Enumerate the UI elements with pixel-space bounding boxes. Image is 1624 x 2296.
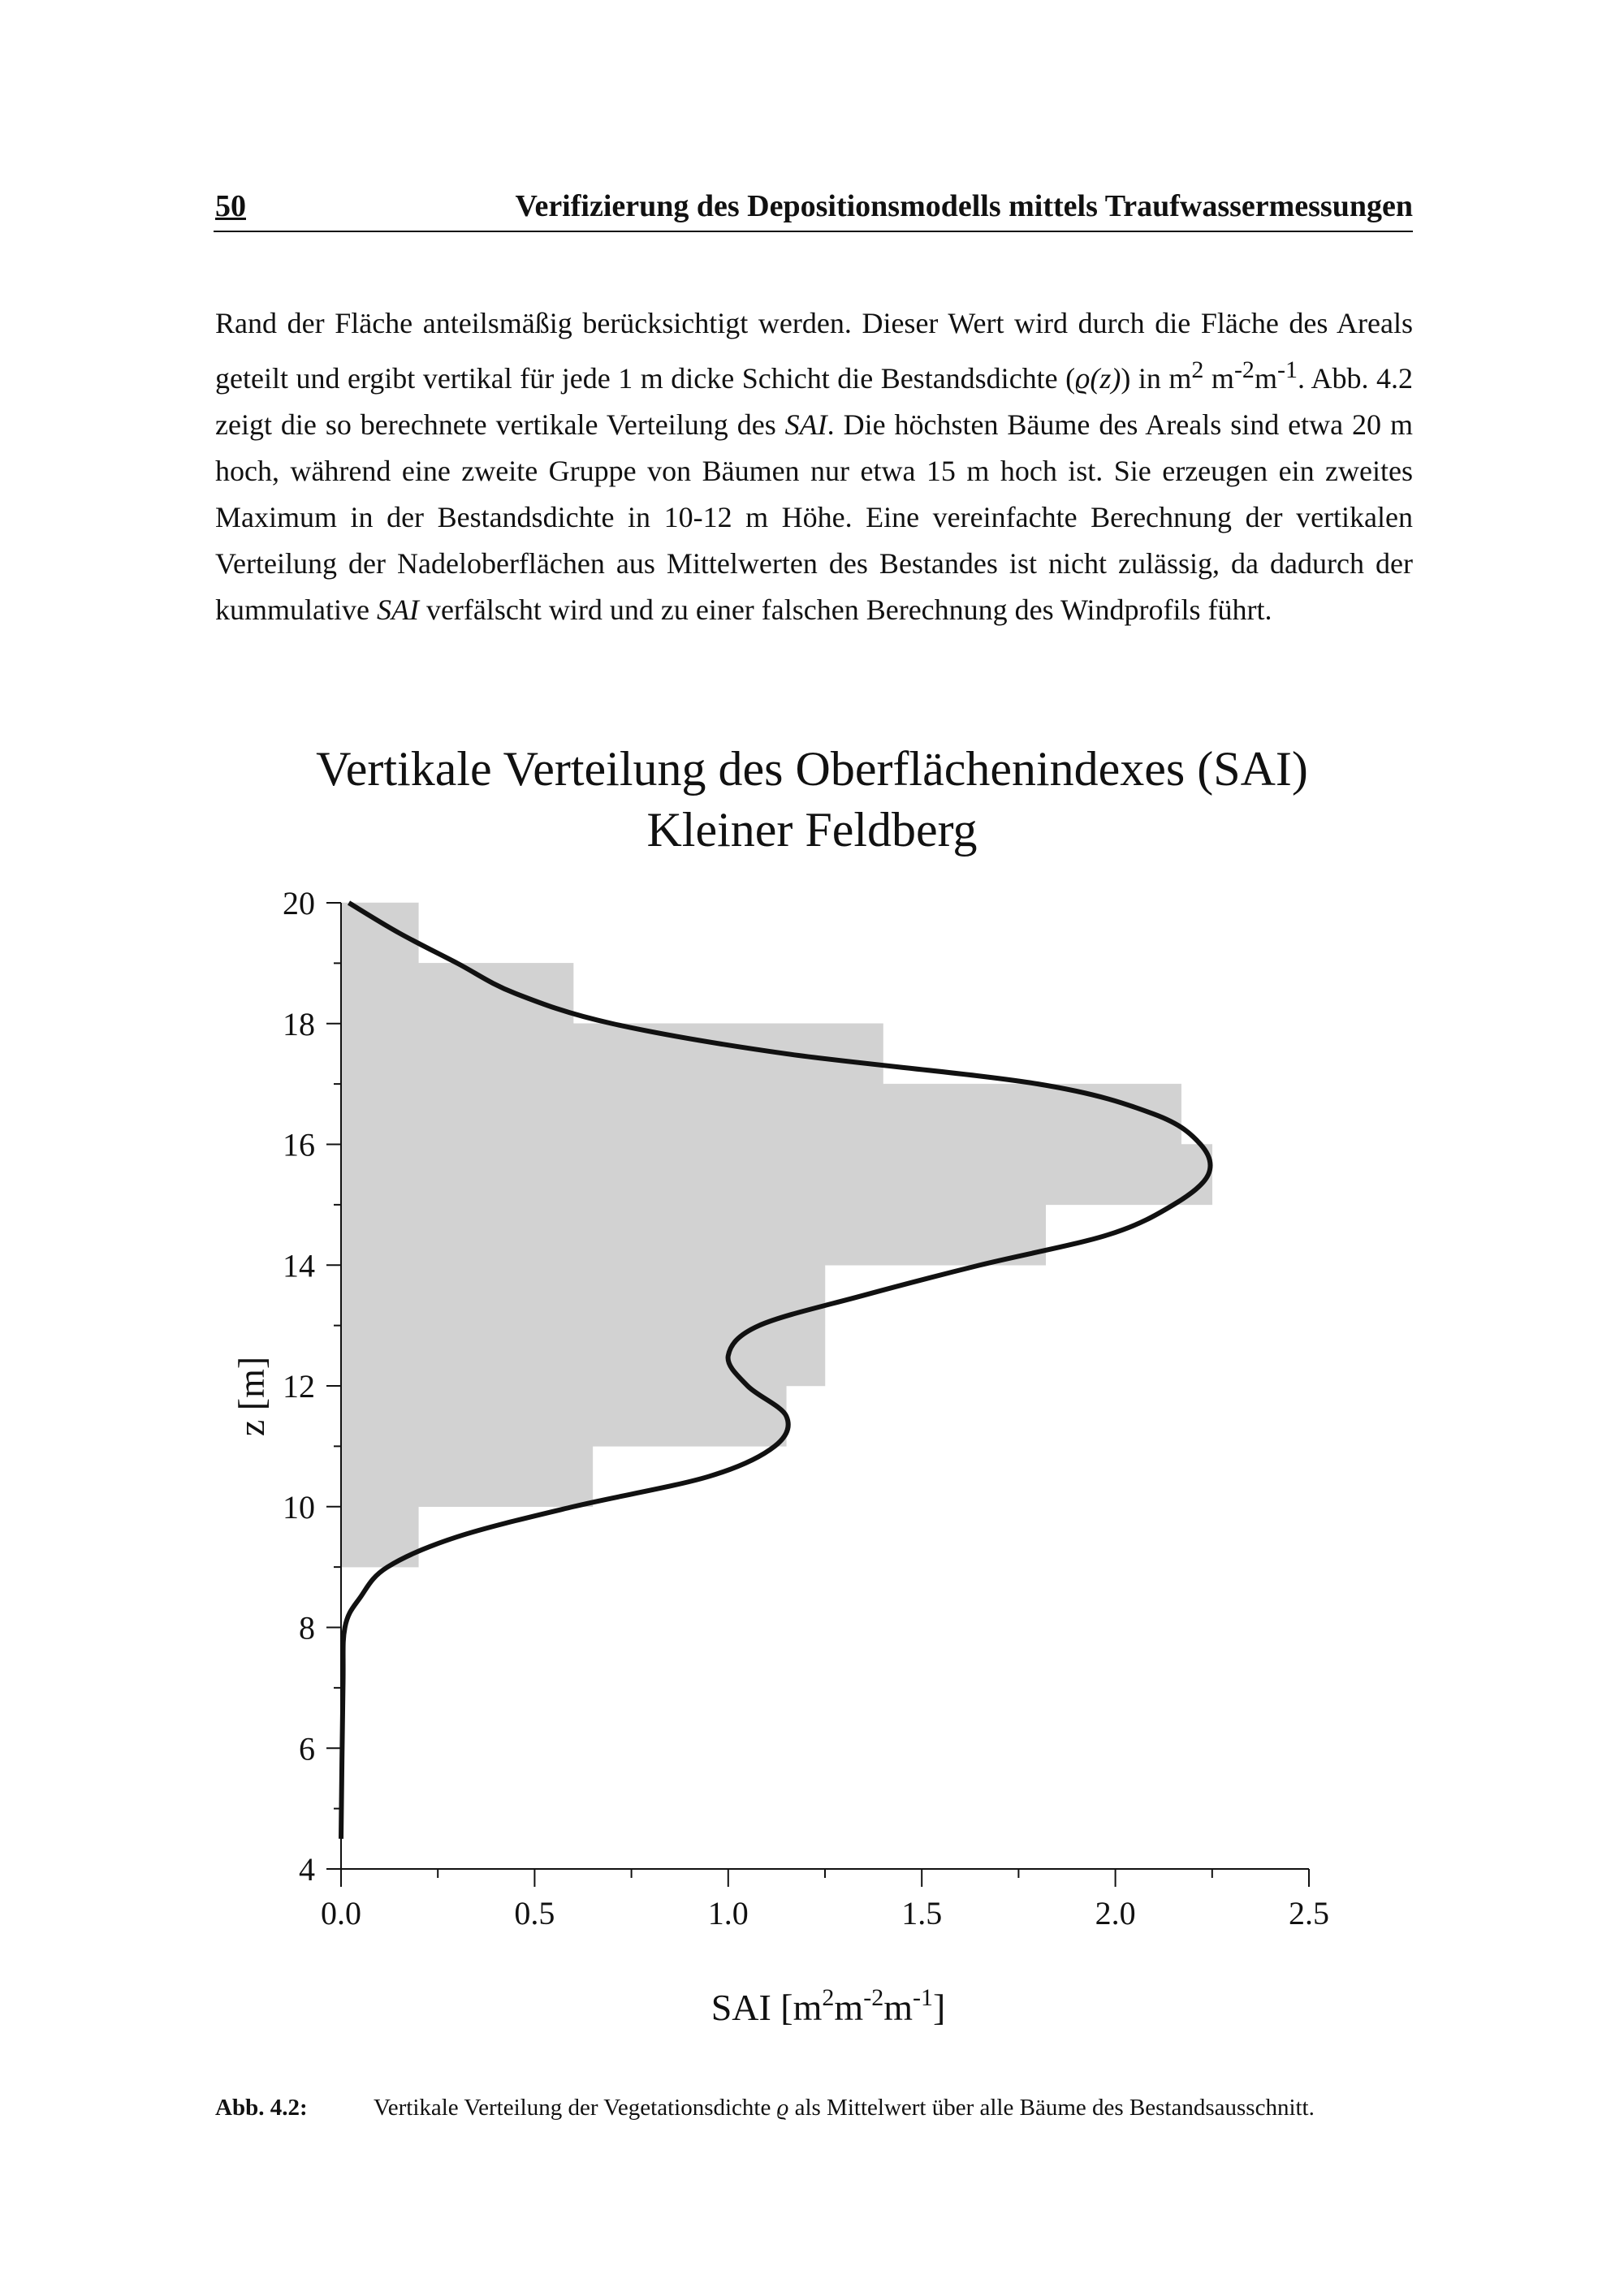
figure-caption [215,2095,1417,2121]
superscript: -2 [1233,356,1255,383]
x-tick-label-0.0: 0.0 [321,1895,361,1931]
sai-term: SAI [376,593,419,626]
x-tick-label-1.5: 1.5 [901,1895,943,1931]
y-tick-label-10: 10 [283,1488,315,1526]
y-tick-label-16: 16 [283,1126,315,1163]
y-tick-label-6: 6 [299,1730,315,1767]
y-tick-label-4: 4 [299,1851,315,1888]
text-segment: . Abb. 4.2 zeigt die so berechnete vertikale Verteilung des [215,362,1413,441]
histogram-bar-4 [341,1326,825,1386]
text-segment: m [1203,362,1234,395]
x-axis-label: SAI $[m^2m^{-2}m^{-1}]$ [710,1984,946,2028]
x-tick-label-0.5: 0.5 [514,1895,555,1931]
histogram-bar-8 [341,1084,1181,1144]
chart-subtitle: Kleiner Feldberg [646,803,978,857]
text-segment: Rand der Fläche anteilsmäßig berücksichtigt werden. Dieser Wert wird durch die Fläche des Areals geteilt und ergibt vertikal für jede 1 m dicke Schicht die Bestandsdichte ( [215,307,1413,395]
caption-text: Vertikale Verteilung der Vegetationsdichte [374,2095,777,2121]
text-segment: m [1254,362,1277,395]
histogram-bar-11 [341,903,418,963]
text-segment: verfälscht wird und zu einer falschen Berechnung des Windprofils führt. [418,593,1272,626]
y-tick-label-20: 20 [283,885,315,921]
caption-text-end: als Mittelwert über alle Bäume des Bestandsausschnitt. [788,2095,1315,2121]
y-tick-label-14: 14 [283,1247,315,1284]
histogram-bar-5 [341,1265,825,1325]
histogram-bar-2 [341,1446,593,1506]
histogram-bar-7 [341,1145,1212,1205]
caption-label: Abb. 4.2: [215,2095,308,2121]
running-title: Verifizierung des Depositionsmodells mittels Traufwassermessungen [515,189,1413,223]
superscript: 2 [1191,356,1204,383]
sai-term: SAI [784,408,827,441]
superscript: -1 [1276,356,1298,383]
histogram-bar-3 [341,1386,786,1446]
y-tick-label-18: 18 [283,1005,315,1042]
page-number: 50 [215,189,246,223]
histogram-bar-6 [341,1205,1046,1265]
histogram-layer [341,903,1212,1567]
x-tick-label-1.0: 1.0 [707,1895,749,1931]
caption-rho: ϱ [776,2095,789,2121]
y-tick-label-12: 12 [283,1368,315,1405]
y-axis-label: z [m] [231,1356,272,1437]
text-segment: . Die höchsten Bäume des Areals sind etwa 20 m hoch, während eine zweite Gruppe von Bäumen nur etwa 15 m hoch ist. Sie erzeugen ein zweites Maximum in der Bestandsdichte in 10-12 m Höhe. Eine vereinfachte Berechnung der vertikalen Verteilung der Nadeloberflächen aus Mittelwerten des Bestandes ist nicht zulässig, da dadurch der kummulative [215,408,1413,626]
chart-title: Vertikale Verteilung des Oberflächenindexes (SAI) [316,742,1308,796]
rho-z-symbol: ϱ(z) [1075,362,1121,395]
histogram-bar-10 [341,963,573,1023]
y-tick-label-8: 8 [299,1609,315,1646]
x-tick-label-2.0: 2.0 [1095,1895,1136,1931]
x-tick-label-2.5: 2.5 [1289,1895,1329,1931]
text-segment: ) in m [1121,362,1192,395]
